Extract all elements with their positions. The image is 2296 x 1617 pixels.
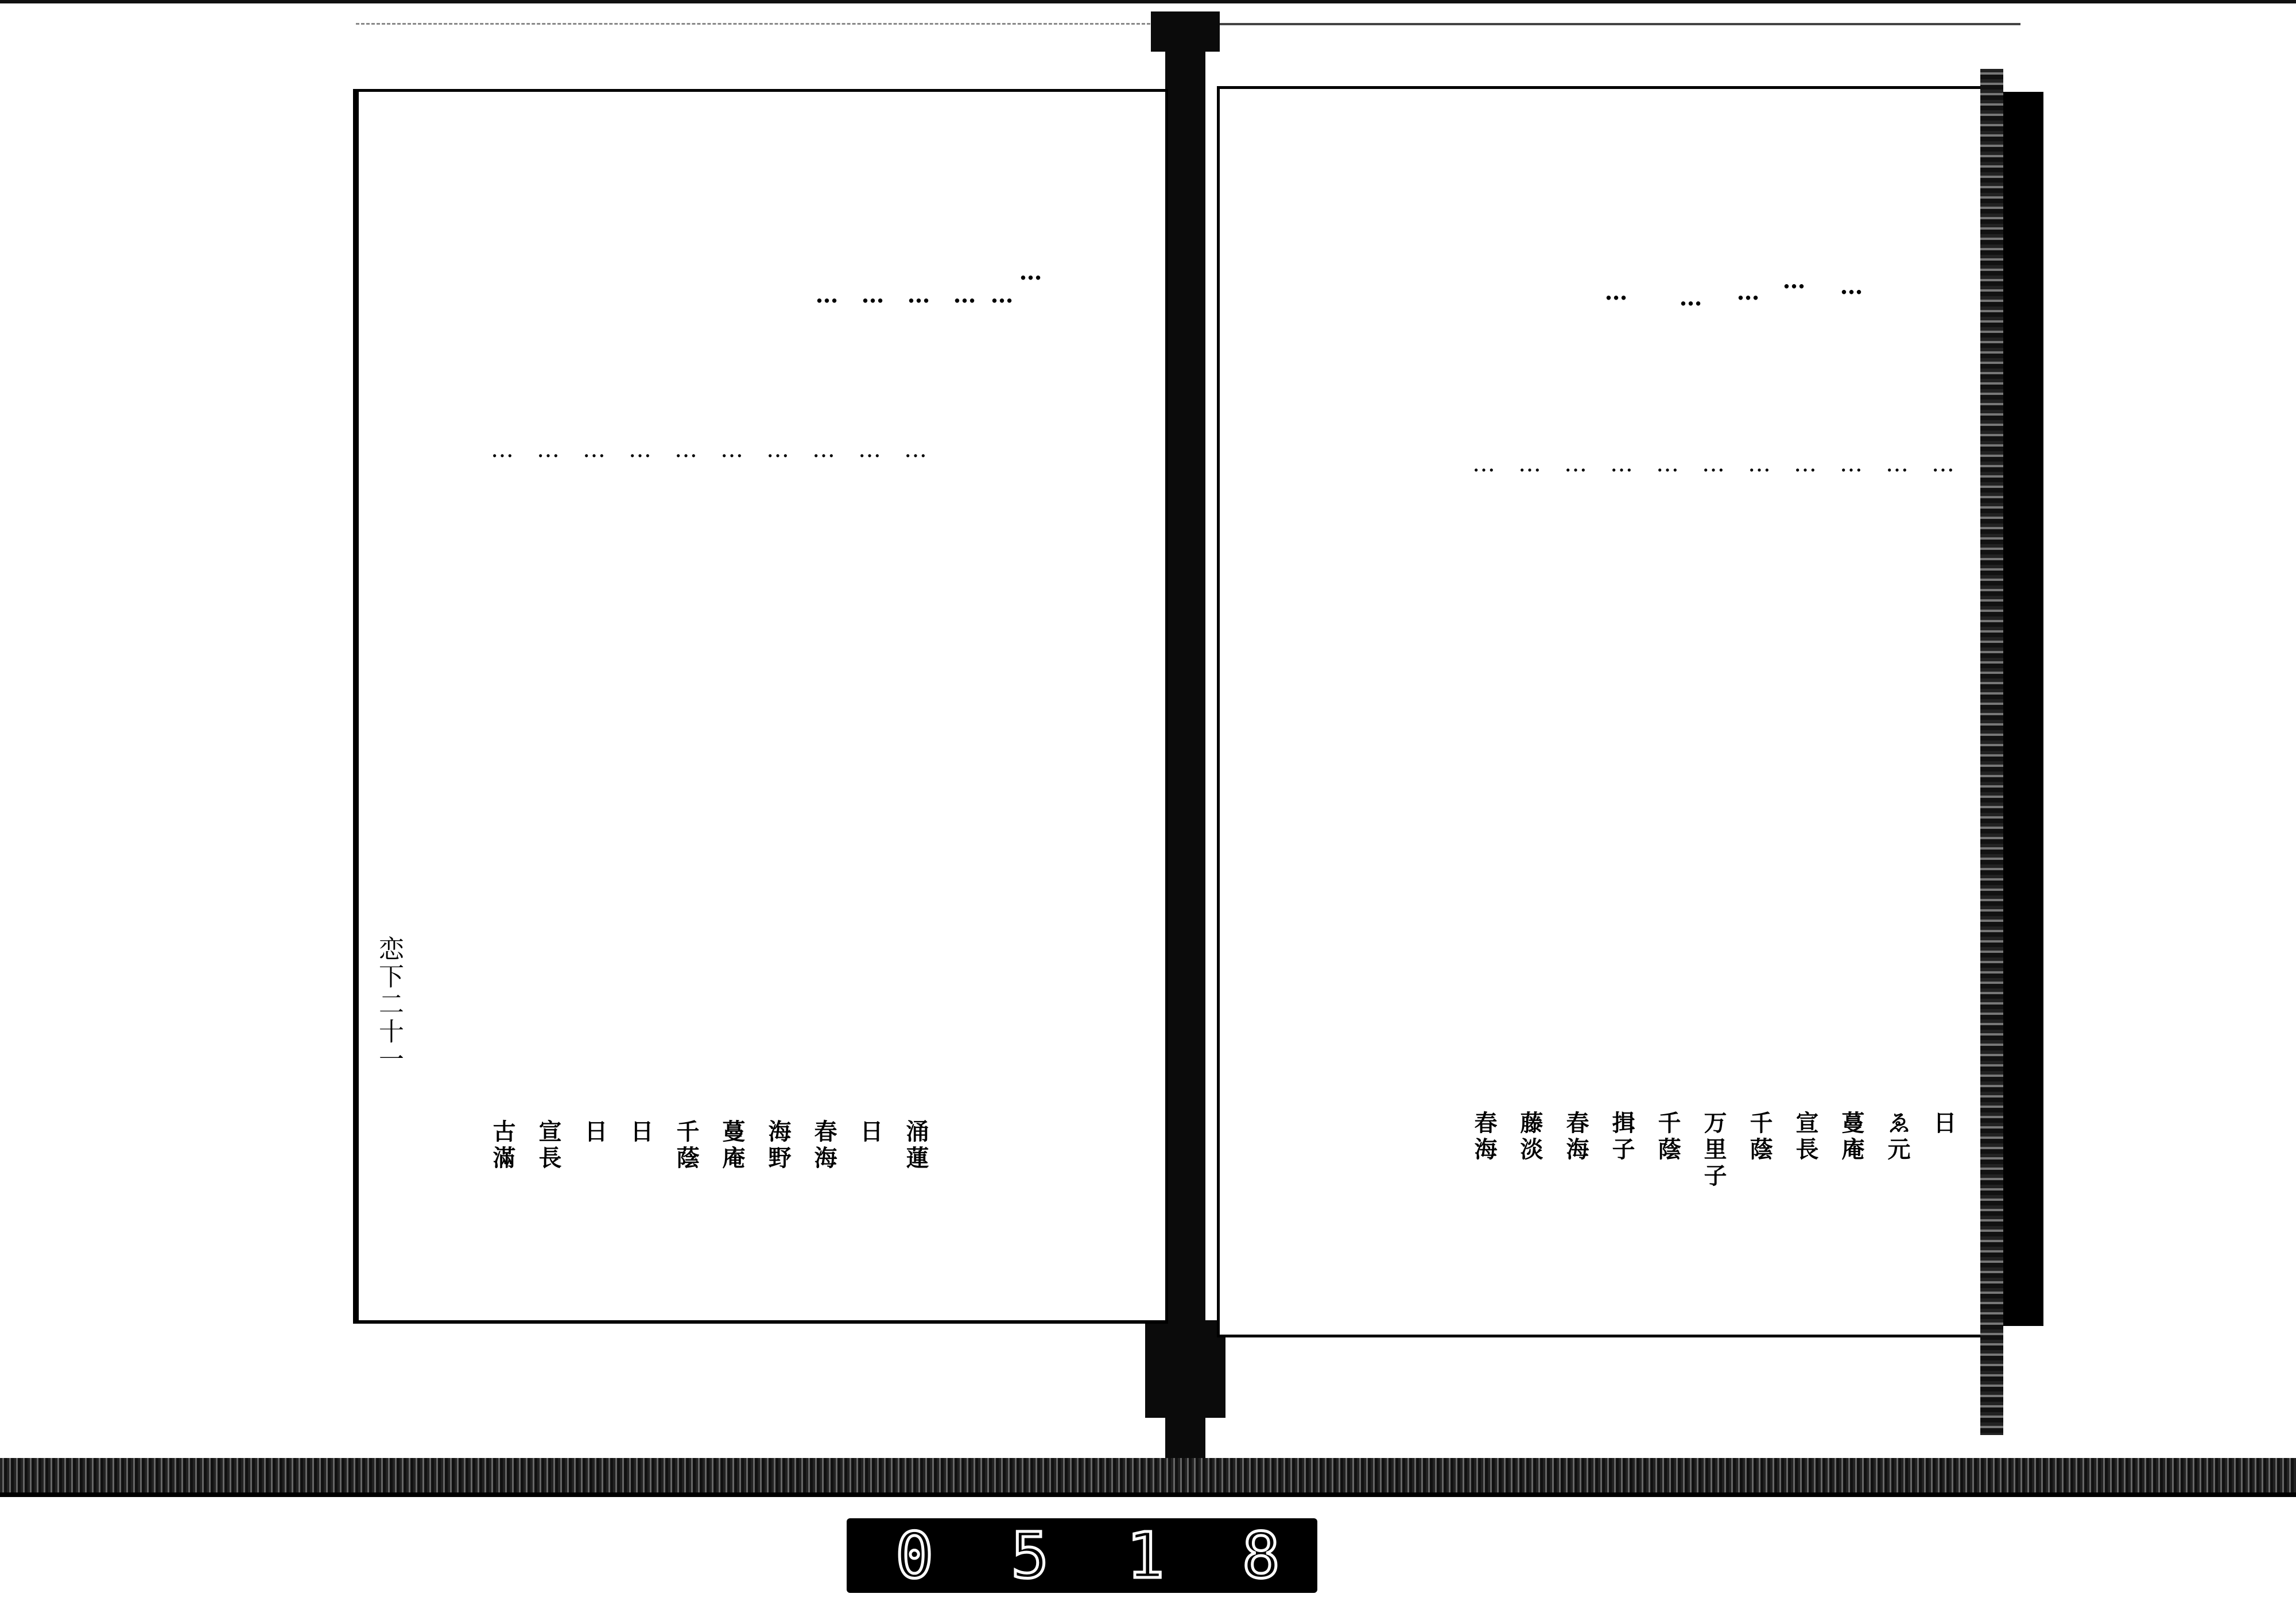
gutter-shadow-top [1151,11,1220,52]
author-attribution: 春海 [1562,1111,1589,1164]
author-attribution: 蔓庵 [1838,1111,1865,1164]
left-page-frame [353,89,1168,1324]
left-text-column-4: … [627,436,653,464]
author-attribution: 日 [1930,1111,1957,1137]
right-text-column-5: … [1746,451,1773,478]
frame-digit-3: 1 [1126,1519,1170,1592]
right-page-frame [1217,86,2003,1337]
author-attribution: 古滿 [489,1119,516,1172]
author-attribution: 宣長 [1792,1111,1819,1164]
right-text-column-7: … [1654,451,1681,478]
author-attribution: ゑ元 [1884,1111,1911,1164]
author-attribution: 千蔭 [1654,1111,1681,1164]
author-attribution: 海野 [765,1119,792,1172]
author-attribution: 春海 [810,1119,837,1172]
left-heading-3: … [951,281,978,312]
scan-bottom-edge [0,1458,2296,1492]
left-text-column-8: … [810,436,837,464]
frame-digit-4: 8 [1242,1519,1286,1592]
left-heading-5: … [859,281,886,312]
binding-gutter [1165,11,1205,1481]
author-attribution: 日 [581,1119,608,1146]
author-attribution: 宣長 [535,1119,562,1172]
left-text-column-6: … [719,436,745,464]
left-text-column-9: … [856,436,883,464]
gutter-shadow-bottom [1145,1320,1225,1418]
left-heading-1: … [1017,258,1044,289]
right-text-column-11: … [1471,451,1497,478]
author-attribution: 万里子 [1700,1111,1727,1190]
author-attribution: 揖子 [1608,1111,1635,1164]
right-text-column-6: … [1700,451,1727,478]
right-text-column-4: … [1792,451,1818,478]
left-text-column-3: … [581,436,607,464]
right-heading-5: … [1603,278,1630,309]
frame-digit-1: 0 [895,1519,940,1592]
left-heading-6: … [813,281,840,312]
left-text-column-7: … [765,436,791,464]
right-text-column-8: … [1608,451,1635,478]
frame-number [895,1521,1286,1590]
right-page-spine [2003,92,2043,1326]
right-text-column-3: … [1838,451,1864,478]
left-heading-2: … [988,281,1015,312]
author-attribution: 藤淡 [1517,1111,1543,1164]
scan-bottom-rule [0,1492,2296,1497]
left-text-column-1: … [489,436,515,464]
left-text-column-10: … [902,436,929,464]
right-text-column-10: … [1517,451,1543,478]
author-attribution: 蔓庵 [719,1119,746,1172]
right-heading-1: … [1838,273,1865,303]
author-attribution: 千蔭 [673,1119,700,1172]
right-heading-3: … [1735,278,1762,309]
author-attribution: 涌蓮 [902,1119,929,1172]
right-text-column-9: … [1562,451,1589,478]
author-attribution: 日 [856,1119,883,1146]
right-page-edge-shadow [1980,69,2003,1435]
right-heading-2: … [1781,267,1808,297]
page-folio: 恋下二十一 [374,936,404,1073]
left-text-column-2: … [535,436,561,464]
right-text-column-2: … [1884,451,1910,478]
left-text-column-5: … [673,436,699,464]
right-heading-4: … [1677,284,1704,315]
author-attribution: 千蔭 [1746,1111,1773,1164]
left-heading-4: … [905,281,932,312]
author-attribution: 日 [627,1119,654,1146]
scan-top-edge [0,0,2296,3]
right-text-column-1: … [1930,451,1956,478]
author-attribution: 春海 [1471,1111,1498,1164]
frame-digit-2: 5 [1011,1519,1055,1592]
